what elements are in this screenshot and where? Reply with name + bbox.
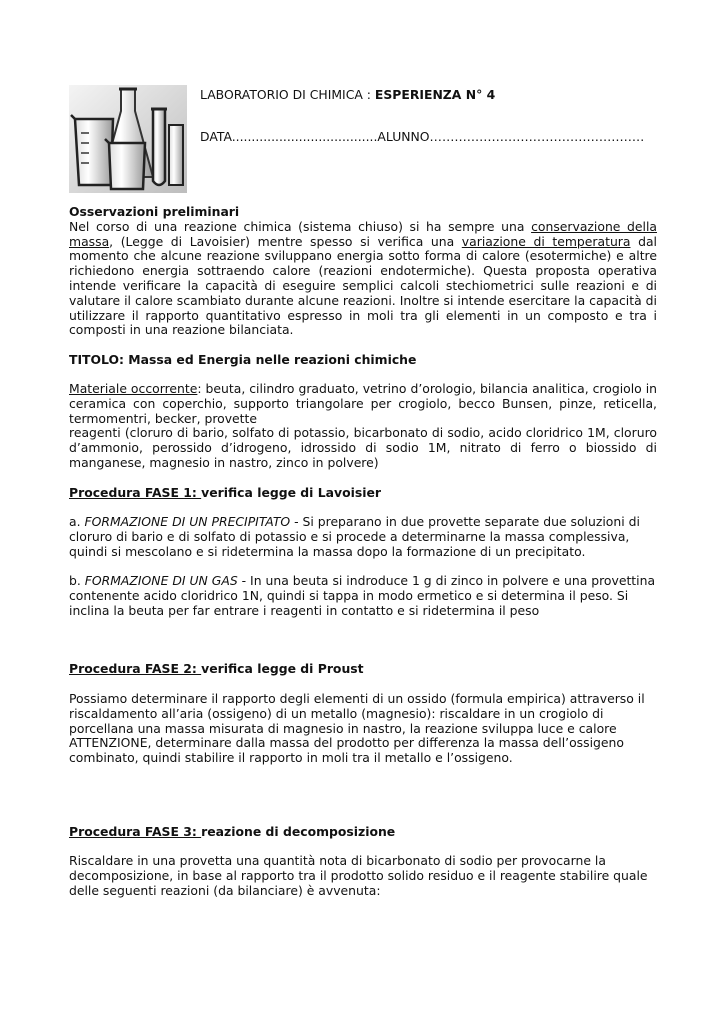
osservazioni-paragraph	[69, 220, 657, 338]
date-student-line: DATA.....................................ALUNNO…………………………………………….	[200, 129, 645, 144]
fase1-title: verifica legge di Lavoisier	[201, 485, 381, 500]
fase1-label: Procedura FASE 1:	[69, 485, 202, 500]
osservazioni-text-3: dal momento che alcune reazione sviluppano energia sotto forma di calore (esotermiche) e altre richiedono energia sottraendo calore (reazioni endotermiche). Questa proposta operativa intende verificare la capacità di eseguire semplici calcoli stechiometrici sulle reazioni e di valutare il calore scambiato durante alcune reazioni. Inoltre si intende esercitare la capacità di utilizzare il rapporto quantitativo espresso in moli tra gli elementi in un composto e tra i composti in una reazione bilanciata.	[69, 233, 657, 338]
osservazioni-text-2: , (Legge di Lavoisier) mentre spesso si verifica una	[109, 233, 462, 249]
materiale-section	[69, 382, 657, 471]
fase2-title: verifica legge di Proust	[201, 661, 364, 676]
fase3-title: reazione di decomposizione	[201, 824, 396, 839]
fase1-b-prefix: b.	[69, 573, 85, 588]
fase1-a-paragraph	[69, 515, 657, 559]
fase1-heading	[69, 486, 657, 501]
osservazioni-section	[69, 205, 657, 338]
fase1-a-prefix: a.	[69, 514, 85, 529]
document-title: TITOLO: Massa ed Energia nelle reazioni chimiche	[69, 352, 417, 367]
fase2-label: Procedura FASE 2:	[69, 661, 202, 676]
fase2-heading	[69, 662, 657, 677]
materiale-text: : beuta, cilindro graduato, vetrino d’orologio, bilancia analitica, crogiolo in ceramica con coperchio, supporto triangolare per crogiolo, becco Bunsen, pinze, reticella, termomentri, becker, provette	[69, 381, 658, 426]
conservazione-massa-term: conservazione della massa	[69, 218, 657, 249]
fase1-a-text: - Si preparano in due provette separate due soluzioni di cloruro di bario e di solfato di potassio e si procede a determinarne la massa complessiva, quindi si mescolano e si ridetermina la massa dopo la formazione di un precipitato.	[69, 514, 640, 559]
fase3-label: Procedura FASE 3:	[69, 824, 202, 839]
lab-label: LABORATORIO DI CHIMICA :	[200, 87, 375, 102]
lab-title-line	[200, 87, 495, 102]
fase1-b-title: FORMAZIONE DI UN GAS	[84, 573, 238, 588]
experiment-number: ESPERIENZA N° 4	[374, 87, 496, 102]
osservazioni-text-1: Nel corso di una reazione chimica (sistema chiuso) si ha sempre una	[69, 218, 532, 234]
fase1-b-text: - In una beuta si indroduce 1 g di zinco in polvere e una provettina contenente acido cloridrico 1N, quindi si tappa in modo ermetico e si determina il peso. Si inclina la beuta per far entrare i reagenti in contatto e si ridetermina il peso	[69, 573, 656, 618]
glassware-illustration-icon	[69, 85, 187, 193]
materiale-paragraph	[69, 382, 657, 426]
fase2-paragraph: Possiamo determinare il rapporto degli elementi di un ossido (formula empirica) attraverso il riscaldamento all’aria (ossigeno) di un metallo (magnesio): riscaldare in un crogiolo di porcellana una massa misurata di magnesio in nastro, la reazione sviluppa luce e calore ATTENZIONE, determinare dalla massa del prodotto per differenza la massa dell’ossigeno combinato, quindi stabilire il rapporto in moli tra il metallo e l’ossigeno.	[69, 691, 645, 766]
fase3-paragraph: Riscaldare in una provetta una quantità nota di bicarbonato di sodio per provocarne la decomposizione, in base al rapporto tra il prodotto solido residuo e il reagente stabilire quale delle seguenti reazioni (da bilanciare) è avvenuta:	[69, 853, 648, 898]
fase1-b-paragraph	[69, 574, 657, 618]
fase3-heading	[69, 825, 657, 840]
osservazioni-heading: Osservazioni preliminari	[69, 204, 240, 219]
variazione-temperatura-term: variazione di temperatura	[461, 233, 631, 249]
reagenti-paragraph: reagenti (cloruro di bario, solfato di potassio, bicarbonato di sodio, acido cloridrico 1M, cloruro d’ammonio, perossido d’idrogeno, idrossido di sodio 1M, nitrato di ferro o biossido di manganese, magnesio in nastro, zinco in polvere)	[69, 425, 657, 470]
materiale-label: Materiale occorrente	[69, 381, 198, 396]
fase1-a-title: FORMAZIONE DI UN PRECIPITATO	[84, 514, 291, 529]
